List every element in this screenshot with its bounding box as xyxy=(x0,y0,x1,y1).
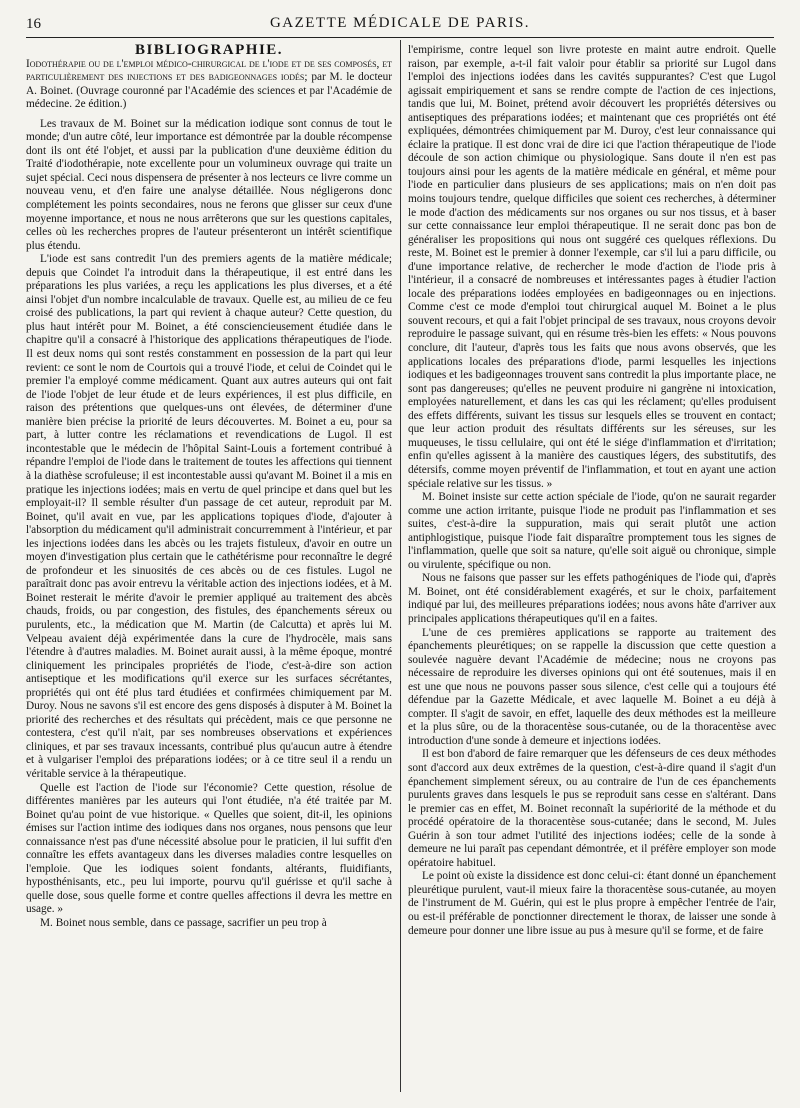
paragraph: L'une de ces premières applications se rapporte au traitement des épanchements pleurétiques; on se rappelle la discussion que cette question a soulevée naguère devant l'Académie de médecine; nous ne croyons pas nécessaire de reproduire les diverses opinions qui ont été soutenues, mais il en est une que nous ne pouvons passer sous silence, c'est celle qui a toujours été défendue par la Gazette Médicale, et avec laquelle M. Boinet a eu déjà à compter. Il s'agit de savoir, en effet, laquelle des deux méthodes est la meilleure et la plus sûre, ou de la thoracentèse sous-cutanée, ou de la thoracentèse avec introduction d'une sonde à demeure et injections iodées. xyxy=(408,626,776,747)
right-column xyxy=(408,44,776,938)
paragraph: Le point où existe la dissidence est donc celui-ci: étant donné un épanchement pleurétique purulent, vaut-il mieux faire la thoracentèse sous-cutanée, au moyen de l'instrument de M. Guérin, qui est le plus propre à empêcher l'entrée de l'air, ou est-il préférable de ponctionner directement le thorax, de laisser une sonde à demeure pour donner une libre issue au pus à mesure qu'il se forme, et de faire xyxy=(408,870,776,937)
paragraph: Quelle est l'action de l'iode sur l'économie? Cette question, résolue de différentes manières par les auteurs qui l'ont étudiée, n'a été traitée par M. Boinet qu'au point de vue historique. « Quelles que soient, dit-il, les opinions émises sur l'action intime des iodiques dans nos organes, nous pensons que leur connaissance n'est pas d'une nécessité absolue pour le praticien, il lui suffit d'en connaître les effets avantageux dans les diverses maladies contre lesquelles on l'emploie. Que les iodiques soient fondants, altérants, fluidifiants, hyposthénisants, etc., peu lui importe, pourvu qu'il guérisse et qu'il sache à quelle dose, sous quelle forme et contre quelles affections il devra les mettre en usage. » xyxy=(26,781,392,916)
column-divider xyxy=(400,40,401,1092)
paragraph: l'empirisme, contre lequel son livre proteste en maint autre endroit. Quelle raison, par exemple, a-t-il fait valoir pour établir sa priorité sur Lugol dans l'emploi des injections iodées dans les cavités suppurantes? C'est que Lugol agissait empiriquement et sans se rendre compte de l'action de ces injections, tandis que lui, M. Boinet, prétend avoir découvert les propriétés détersives ou antiseptiques des préparations iodées; et maintenant que ces propriétés ont été expliquées, démontrées chimiquement par M. Duroy, c'est leur connaissance qui éclaire la pratique. Il est donc vrai de dire ici que l'action thérapeutique de l'iode découle de son action chimique ou physiologique. Sans doute il n'en est pas toujours ainsi pour les agents de la matière médicale en général, et même pour l'iode en particulier dans plusieurs de ses applications; mais on n'en doit pas moins toujours tendre, quelque difficiles que soient ces recherches, à déterminer le mode d'action des médicaments sur nos organes ou sur nos tissus, et à baser sur cette connaissance leur emploi thérapeutique. Il ne serait donc pas bon de généraliser les propositions qui nous ont suggéré ces quelques réflexions. Du reste, M. Boinet est le premier à donner l'exemple, car s'il lui a paru difficile, ou d'une importance relative, de rechercher le mode d'action de l'iode pris à l'intérieur, il a consacré de nombreuses et intéressantes pages à étudier l'action locale des préparations iodées employées en badigeonnages ou en injections. Comme c'est ce mode d'emploi tout chirurgical auquel M. Boinet a le plus souvent recours, et qui a fait l'objet principal de ses travaux, nous croyons devoir reproduire le passage suivant, qui en résume très-bien les effets: « Nous pouvons conclure, dit l'auteur, d'après tous les faits que nous avons observés, que les applications locales des préparations d'iode, parmi lesquelles les injections iodiques et les badigeonnages trouvent sans contredit la plus importante place, ne sont pas dangereuses; qu'elles ne peuvent produire ni gangrène ni intoxication, employées naturellement, et dans les cas qui les réclament; qu'elles produisent des effets différents, suivant les tissus sur lesquels elles se trouvent en contact; que leur action produit des résultats différents sur les séreuses, sur les muqueuses, le tissu cellulaire, qui ont été le siége d'inflammation et d'irritation; enfin qu'elles agissent à la manière des caustiques légers, des substitutifs, des détersifs, comme moyen préventif de l'inflammation, et tout en ayant une action spéciale relative sur les tissus. » xyxy=(408,44,776,490)
book-title: Iodothérapie ou de l'emploi médico-chirurgical de l'iode et de ses composés, et particulièrement des injections et des badigeonnages iodés; xyxy=(26,57,392,84)
page-number: 16 xyxy=(26,16,41,32)
section-title: BIBLIOGRAPHIE. xyxy=(134,42,284,58)
book-author: par M. le docteur A. Boinet. (Ouvrage couronné par l'Académie des sciences et par l'Académie de médecine. 2e édition.) xyxy=(26,71,393,111)
paragraph: Il est bon d'abord de faire remarquer que les défenseurs de ces deux méthodes sont d'accord aux deux extrêmes de la question, c'est-à-dire quand il s'agit d'un épanchement simplement séreux, ou au contraire de l'un de ces épanchements purulents graves dans lesquels le pus se reproduit sans cesse en s'altérant. Dans le premier cas en effet, M. Boinet reconnaît la supériorité de la méthode et du procédé opératoire de la thoracentèse sous-cutanée; dans le second, M. Jules Guérin à son tour admet l'utilité des injections iodées; celle de la sonde à demeure ne lui paraît pas cependant démontrée, et il préfère employer son mode opératoire habituel. xyxy=(408,748,776,869)
page-header xyxy=(26,12,774,36)
paragraph: L'iode est sans contredit l'un des premiers agents de la matière médicale; depuis que Coindet l'a introduit dans la thérapeutique, il est entré dans les préparations les plus variées, a reçu les applications les plus diverses, et a été ainsi l'objet d'un nombre incalculable de travaux. Quelle est, au milieu de ce feu croisé des publications, la part qui revient à chaque auteur? Cette question, du plus haut intérêt pour M. Boinet, a été consciencieusement étudiée dans le chapitre qu'il a consacré à l'historique des applications thérapeutiques de l'iode. Il est deux noms qui sont restés constamment en possession de la part qui leur revient: ce sont le nom de Courtois qui a trouvé l'iode, et celui de Coindet qui le premier l'a employé comme médicament. Quant aux autres auteurs qui ont fait de l'iode l'objet de leur étude et de leurs expériences, il est plus difficile, en raison des prétentions que quelques-uns ont élevées, de déterminer d'une manière bien précise la priorité de leurs découvertes. M. Boinet a eu, pour sa part, à lutter contre les réclamations et revendications de Lugol. Il est incontestable que le médecin de l'hôpital Saint-Louis a fortement contribué à répandre l'emploi de l'iode dans le traitement de toutes les affections qui tiennent à la diathèse scrofuleuse; il est incontestable aussi qu'avant M. Boinet il a mis en pratique les injections iodées; mais en vertu de quel principe et dans quel but les employait-il? Il semble résulter d'un passage de cet auteur, reproduit par M. Boinet, qu'il avait en vue, par les applications topiques d'iode, d'ajouter à l'absorption du médicament qu'il administrait concurremment à l'intérieur, et par les injections iodées dans les abcès ou les trajets fistuleux, d'avoir en outre un moyen d'investigation plus certain que le cathétérisme pour reconnaître le degré de profondeur et les sinuosités de ces abcès ou de ces fistules. Lugol ne paraîtrait donc pas avoir entrevu la véritable action des injections iodées, et à M. Boinet resterait le mérite d'avoir le premier appliqué au traitement des abcès chauds, froids, ou par congestion, des fistules, des épanchements séreux ou purulents, etc., la médication que M. Martin (de Calcutta) et après lui M. Velpeau avaient déjà expérimentée dans la cure de l'hydrocèle, mais sans l'étendre à d'autres maladies. M. Boinet aurait aussi, à la même époque, montré cliniquement les principales propriétés de l'iode, c'est-à-dire son action antiseptique et les modifications qu'il exerce sur les surfaces sécrétantes, propriétés qui ont été plus tard étudiées et confirmées chimiquement par M. Duroy. Nous ne savons s'il est encore des gens disposés à disputer à M. Boinet la priorité des recherches et des résultats qui précèdent, mais ce que personne ne contestera, c'est qu'il n'ait, par ses nombreuses observations et expériences cliniques, et par ses travaux incessants, contribué plus qu'aucun autre à étendre et à vulgariser l'emploi des préparations iodées; or à ce titre seul il a rendu un véritable service à la thérapeutique. xyxy=(26,253,392,780)
header-rule xyxy=(26,37,774,38)
left-column xyxy=(26,44,392,931)
book-reference xyxy=(26,58,392,112)
paragraph: Les travaux de M. Boinet sur la médication iodique sont connus de tout le monde; d'un autre côté, leur importance est démontrée par la double récompense dont ils ont été l'objet, et aussi par la publication d'une deuxième édition du Traité d'iodothérapie, note excellente pour un volumineux ouvrage qui traite un sujet spécial. Ceci nous dispensera de présenter à nos lecteurs ce livre comme un nouveau venu, et d'en faire une analyse détaillée. Nous négligerons donc complétement les points secondaires, nous ne ferons que glisser sur ceux d'une moyenne importance, et nous ne nous arrêterons que sur les questions capitales, celles où les recherches propres de l'auteur présenteront un intérêt scientifique plus étendu. xyxy=(26,117,392,252)
journal-title: GAZETTE MÉDICALE DE PARIS. xyxy=(269,15,531,31)
paragraph: M. Boinet nous semble, dans ce passage, sacrifier un peu trop à xyxy=(40,917,327,929)
paragraph: Nous ne faisons que passer sur les effets pathogéniques de l'iode qui, d'après M. Boinet, ont été considérablement exagérés, et sur le choix, parfaitement indiqué par lui, des meilleures préparations iodées; nous avons hâte d'arriver aux principales applications thérapeutiques qu'il en a faites. xyxy=(408,572,776,625)
paragraph: M. Boinet insiste sur cette action spéciale de l'iode, qu'on ne saurait regarder comme une action irritante, puisque l'iode ne produit pas l'inflammation et ses suites, c'est-à-dire la suppuration, mais qui serait plutôt une action antiphlogistique, puisque l'iode fait disparaître promptement tous les signes de l'inflammation, quelle que soit sa nature, qu'elle soit aiguë ou chronique, simple ou virulente, spécifique ou non. xyxy=(408,491,776,571)
